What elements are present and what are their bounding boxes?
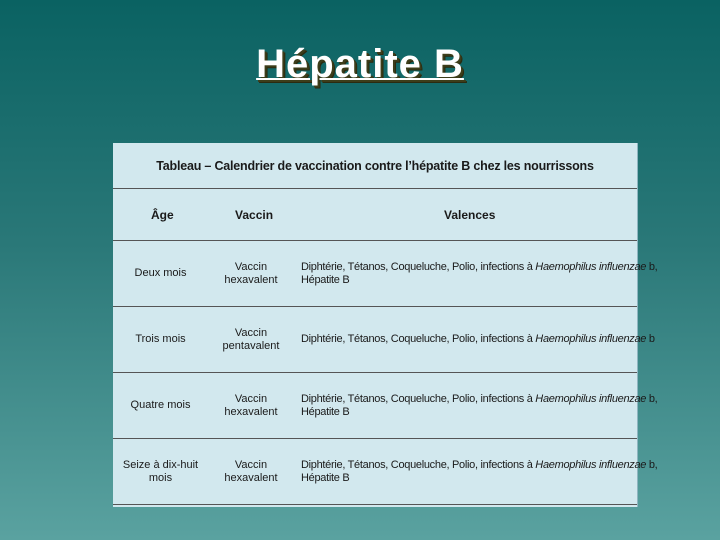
valences-italic: Haemophilus influenzae (535, 333, 647, 345)
valences-text: Diphtérie, Tétanos, Coqueluche, Polio, infections à (301, 260, 536, 273)
valences-text: Diphtérie, Tétanos, Coqueluche, Polio, infections à (301, 392, 536, 405)
table-row (113, 373, 658, 439)
vaccin-type: hexavalent (224, 405, 278, 418)
header-valences: Valences (444, 208, 496, 222)
valences-italic: Haemophilus influenzae (535, 260, 647, 273)
cell-vaccin (218, 439, 284, 504)
vaccin-line: Vaccin (234, 326, 268, 339)
header-vaccin: Vaccin (235, 208, 274, 222)
cell-valences (301, 307, 655, 372)
valences-line2: Hépatite B (301, 471, 350, 484)
valences-italic: Haemophilus influenzae (535, 458, 647, 471)
valences-text: Diphtérie, Tétanos, Coqueluche, Polio, infections à (301, 333, 536, 345)
vaccin-line: Vaccin (234, 260, 268, 273)
vaccin-line: Vaccin (234, 458, 268, 471)
slide-title: Hépatite B (256, 42, 464, 86)
cell-age: Quatre mois (130, 399, 191, 411)
table-caption: Tableau – Calendrier de vaccination contre l’hépatite B chez les nourrissons (113, 143, 637, 189)
valences-suffix: b, (646, 260, 658, 273)
vaccin-line: Vaccin (234, 392, 268, 405)
valences-suffix: b, (646, 458, 658, 471)
cell-age: Seize à dix-huit mois (122, 458, 199, 484)
header-age: Âge (151, 208, 174, 222)
vaccin-type: pentavalent (222, 339, 280, 352)
valences-suffix: b (646, 333, 655, 345)
vaccination-table (113, 143, 658, 507)
valences-suffix: b, (646, 392, 658, 405)
vaccin-type: hexavalent (224, 273, 278, 286)
table-row (113, 241, 658, 307)
table-header-row (113, 189, 637, 241)
cell-age: Deux mois (134, 267, 187, 279)
cell-valences (301, 373, 658, 438)
vaccin-type: hexavalent (224, 471, 278, 484)
cell-age: Trois mois (135, 333, 186, 345)
cell-valences (301, 439, 658, 504)
cell-vaccin (218, 307, 284, 372)
cell-vaccin (218, 373, 284, 438)
valences-line2: Hépatite B (301, 405, 350, 418)
valences-line2: Hépatite B (301, 273, 350, 286)
valences-text: Diphtérie, Tétanos, Coqueluche, Polio, infections à (301, 458, 536, 471)
table-row (113, 307, 655, 373)
cell-valences (301, 241, 658, 306)
valences-italic: Haemophilus influenzae (535, 392, 647, 405)
table-row (113, 439, 658, 505)
cell-vaccin (218, 241, 284, 306)
